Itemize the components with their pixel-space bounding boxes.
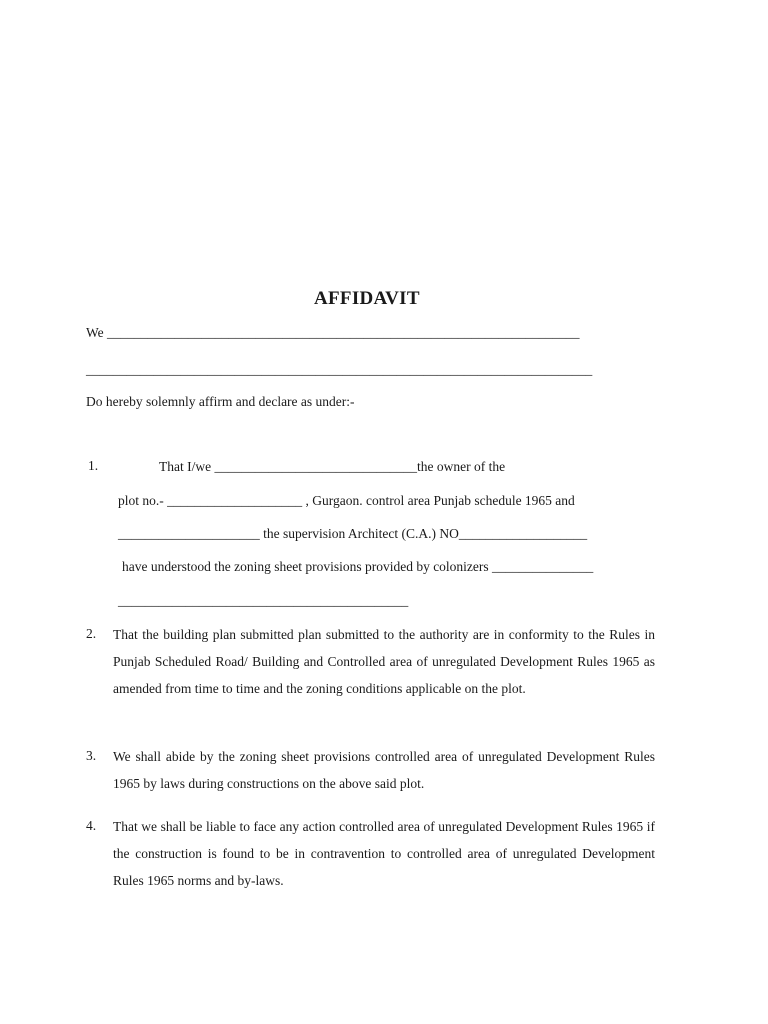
item-3-number: 3. — [86, 748, 97, 763]
item-1-line-3: _____________________ the supervision Architect (C.A.) NO___________________ — [118, 526, 588, 541]
blank-line: ___________________________________________________________________________ — [86, 362, 593, 377]
item-2-text: That the building plan submitted plan submitted to the authority are in conformity to the Rules in Punjab Scheduled Road/ Building and Controlled area of unregulated Development Rules 1965 as amended from time to time and the zoning conditions applicable on the plot. — [113, 627, 655, 696]
document-title: AFFIDAVIT — [314, 288, 420, 309]
item-2-number: 2. — [86, 626, 97, 641]
item-1-line-2: plot no.- ____________________ , Gurgaon. control area Punjab schedule 1965 and — [118, 493, 575, 508]
item-1-line-1: That I/we ______________________________the owner of the — [159, 459, 506, 474]
item-3-text: We shall abide by the zoning sheet provisions controlled area of unregulated Development Rules 1965 by laws during constructions on the above said plot. — [113, 749, 655, 791]
item-1-line-4: have understood the zoning sheet provisions provided by colonizers _______________ — [122, 559, 594, 574]
we-line: We ______________________________________________________________________ — [86, 325, 580, 340]
item-4-text: That we shall be liable to face any action controlled area of unregulated Development Rules 1965 if the construction is found to be in contravention to controlled area of unregulated Development Rules 1965 norms and by-laws. — [113, 819, 655, 888]
item-4-number: 4. — [86, 818, 97, 833]
item-1-line-5: ___________________________________________ — [118, 593, 409, 608]
item-1-number: 1. — [88, 458, 99, 473]
intro-text: Do hereby solemnly affirm and declare as under:- — [86, 394, 355, 409]
